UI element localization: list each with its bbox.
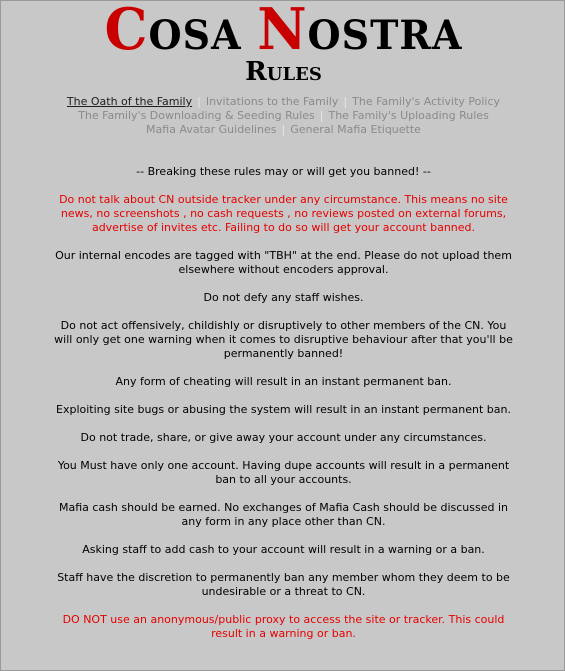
rules-nav [1,95,565,137]
rule-no-proxy: DO NOT use an anonymous/public proxy to access the site or tracker. This could result in a warning or ban. [62,613,505,640]
logo-word-ostra: OSTRA [307,11,463,59]
nav-separator: | [343,95,348,108]
nav-link-downloading-seeding[interactable]: The Family's Downloading & Seeding Rules [78,109,315,122]
nav-row-2 [1,109,565,123]
rules-list [51,165,516,655]
nav-link-activity-policy[interactable]: The Family's Activity Policy [352,95,501,108]
nav-link-oath[interactable]: The Oath of the Family [66,95,193,108]
rule-one-account: You Must have only one account. Having dupe accounts will result in a permanent ban to all your accounts. [57,459,510,486]
rule-cash-requests: Asking staff to add cash to your account will result in a warning or a ban. [82,543,485,556]
rule-mafia-cash: Mafia cash should be earned. No exchanges of Mafia Cash should be discussed in any form in any place other than CN. [58,501,508,528]
site-logo [1,1,565,85]
logo-word-osa: OSA [148,11,242,59]
nav-link-etiquette[interactable]: General Mafia Etiquette [290,123,421,136]
rule-behaviour: Do not act offensively, childishly or disruptively to other members of the CN. You will only get one warning when it comes to disruptive behaviour after that you'll be permanently banned! [54,319,513,360]
rule-staff-discretion: Staff have the discretion to permanently ban any member whom they deem to be undesirable or a threat to CN. [57,571,510,598]
rule-account-sharing: Do not trade, share, or give away your account under any circumstances. [80,431,487,444]
page-title: Rules [245,57,322,87]
nav-separator: | [281,123,286,136]
rule-internal-encodes: Our internal encodes are tagged with "TBH" at the end. Please do not upload them elsewhere without encoders approval. [55,249,512,276]
rule-warning-header: -- Breaking these rules may or will get you banned! -- [136,165,431,178]
logo-initial-c: C [104,0,149,63]
nav-row-3 [1,123,565,137]
rule-staff-wishes: Do not defy any staff wishes. [203,291,364,304]
nav-separator: | [197,95,201,108]
logo-title [1,2,565,63]
rule-no-outside-talk: Do not talk about CN outside tracker under any circumstance. This means no site news, no screenshots , no cash requests , no reviews posted on external forums, advertise of invites etc. Failing to do so will get your account banned. [59,193,508,234]
nav-link-invitations[interactable]: Invitations to the Family [205,95,339,108]
nav-link-uploading[interactable]: The Family's Uploading Rules [328,109,489,122]
nav-row-1 [1,95,565,109]
rule-cheating: Any form of cheating will result in an instant permanent ban. [115,375,452,388]
logo-initial-n: N [257,0,308,63]
rule-exploits: Exploiting site bugs or abusing the system will result in an instant permanent ban. [56,403,511,416]
nav-link-avatar-guidelines[interactable]: Mafia Avatar Guidelines [146,123,277,136]
nav-separator: | [319,109,324,122]
